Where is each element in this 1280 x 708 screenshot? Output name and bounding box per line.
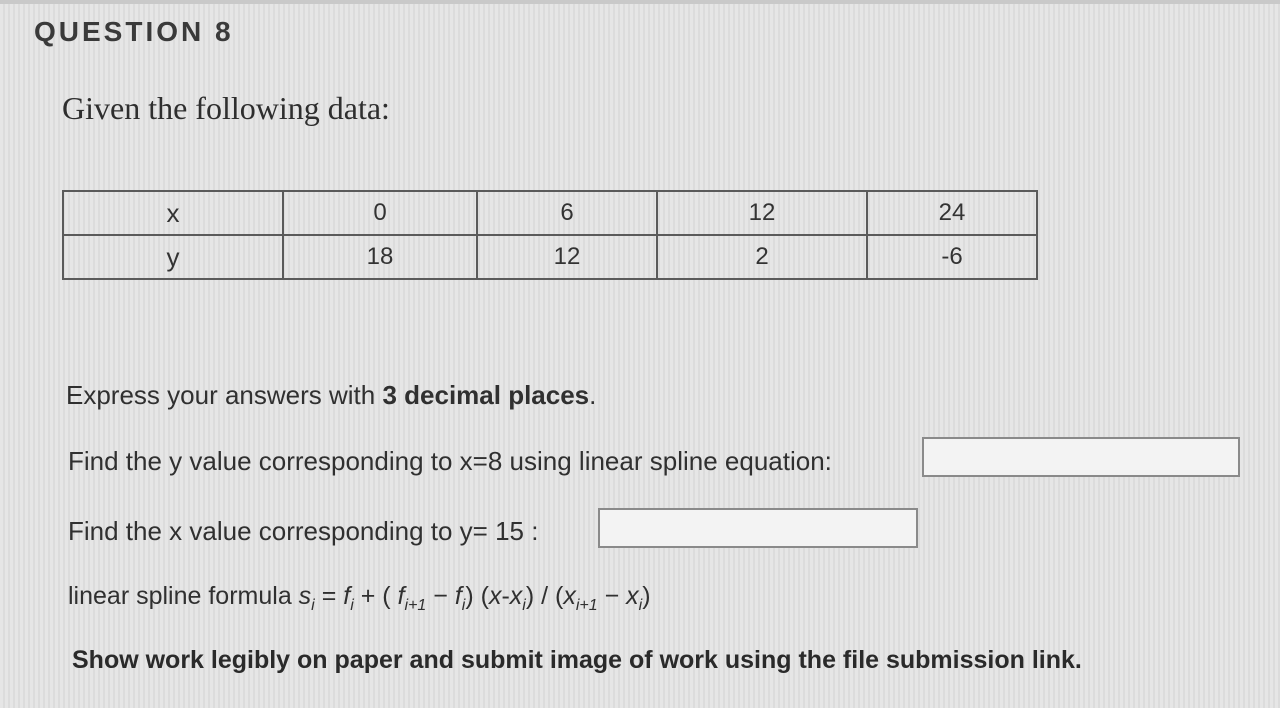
- spline-formula: linear spline formula $s_i = f_i$ + ( $f_{i+1} - f_i$) $(x-x_i) / (x_{i+1} - x_i)$: [68, 582, 651, 614]
- table-cell: 2: [657, 235, 867, 279]
- formula-sub: i: [461, 597, 466, 614]
- q2-answer-input[interactable]: [598, 508, 918, 548]
- q2-prompt: Find the x value corresponding to y= 15 :: [68, 516, 539, 546]
- formula-eq: =: [321, 582, 337, 610]
- formula-div: /: [541, 582, 549, 610]
- submission-instructions: Show work legibly on paper and submit image of work using the file submission link.: [72, 646, 1082, 674]
- formula-f: f: [397, 582, 405, 610]
- instructions-bold: 3 decimal places: [382, 380, 590, 410]
- table-cell: 12: [477, 235, 657, 279]
- row-label-x: x: [63, 191, 283, 235]
- formula-sub: i: [311, 597, 315, 614]
- data-table: [62, 190, 1038, 280]
- table-cell: 24: [867, 191, 1037, 235]
- formula-sub: i+1: [404, 597, 427, 614]
- formula-paren: (: [555, 582, 564, 610]
- formula-paren: ): [465, 582, 474, 610]
- formula-paren: (: [480, 582, 489, 610]
- table-cell: 0: [283, 191, 477, 235]
- table-cell: -6: [867, 235, 1037, 279]
- instructions-suffix: .: [589, 380, 597, 410]
- formula-x: x: [563, 582, 576, 610]
- formula-sub: i+1: [575, 597, 598, 614]
- q1-answer-input[interactable]: [922, 437, 1240, 477]
- formula-s: s: [298, 582, 312, 610]
- instructions-text: [66, 380, 596, 411]
- formula-plus: +: [360, 582, 376, 610]
- table-row: [63, 191, 1037, 235]
- instructions-prefix: Express your answers with: [66, 380, 383, 410]
- formula-paren: ): [525, 582, 535, 610]
- formula-minus: −: [604, 582, 620, 610]
- formula-x: x: [509, 582, 523, 610]
- formula-sub: i: [350, 597, 354, 614]
- formula-sub: i: [638, 597, 643, 614]
- top-border: [0, 0, 1280, 4]
- formula-f: f: [454, 582, 462, 610]
- table-cell: 18: [283, 235, 477, 279]
- table-cell: 6: [477, 191, 657, 235]
- formula-x: x: [488, 582, 502, 610]
- table-cell: 12: [657, 191, 867, 235]
- formula-paren: ): [642, 582, 651, 610]
- question-intro: Given the following data:: [62, 90, 390, 126]
- question-title: QUESTION 8: [34, 16, 234, 47]
- formula-x: x: [626, 582, 639, 610]
- formula-paren: (: [382, 582, 391, 610]
- q1-prompt: Find the y value corresponding to x=8 using linear spline equation:: [68, 446, 832, 476]
- formula-f: f: [343, 582, 351, 610]
- table-row: [63, 235, 1037, 279]
- formula-label: linear spline formula: [68, 582, 292, 610]
- row-label-y: y: [63, 235, 283, 279]
- formula-minus: −: [433, 582, 448, 610]
- formula-sub: i: [522, 597, 526, 614]
